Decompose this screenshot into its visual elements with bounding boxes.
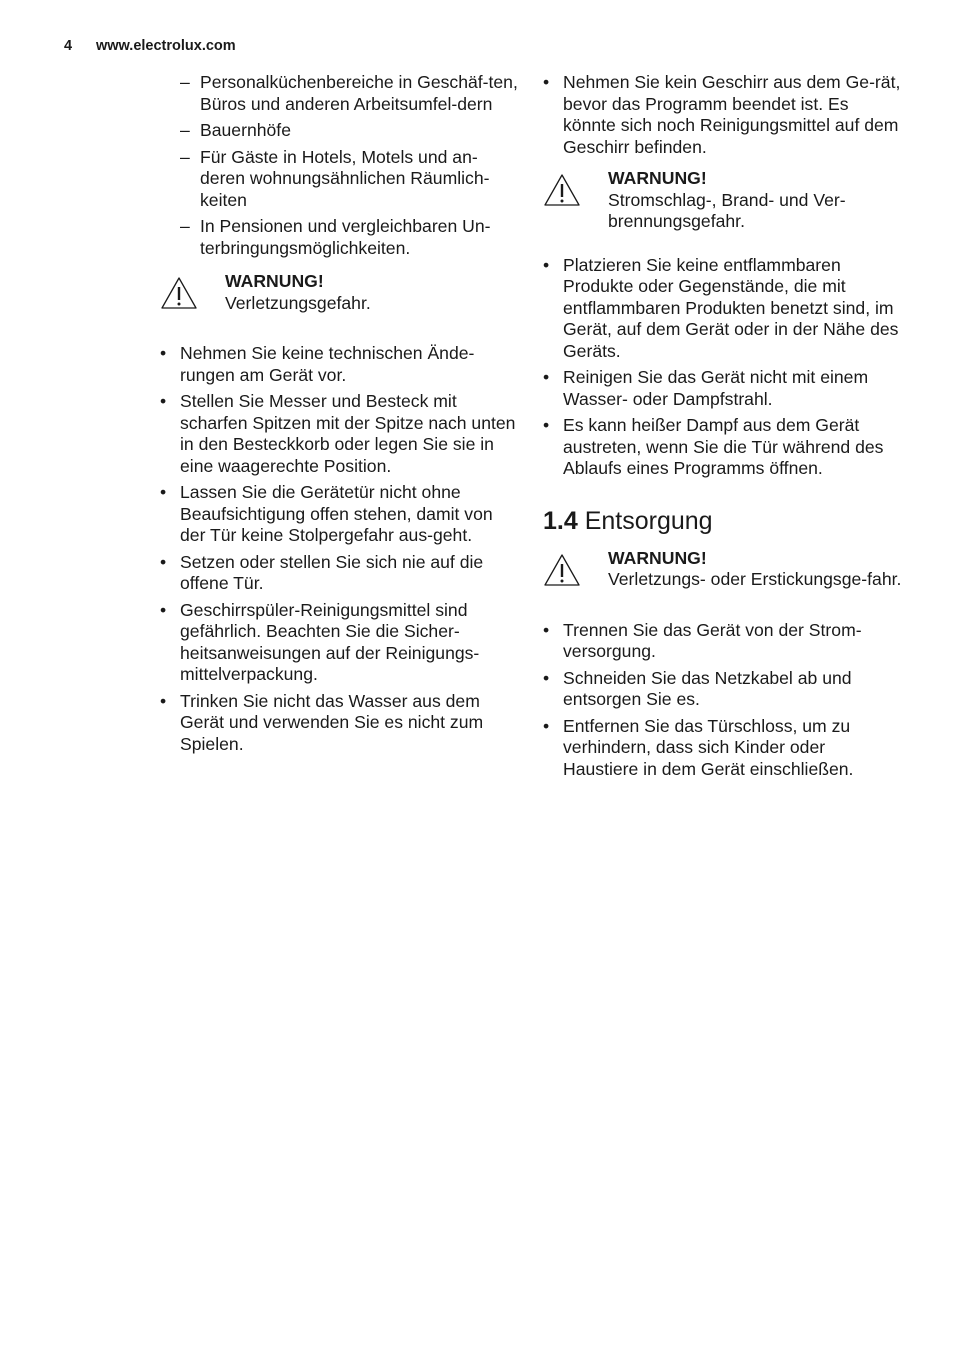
- warning-title: WARNUNG!: [608, 168, 707, 188]
- bullet-list: [160, 343, 520, 755]
- list-item: • Reinigen Sie das Gerät nicht mit einem Wasser- oder Dampfstrahl.: [543, 367, 869, 409]
- list-item: • Setzen oder stellen Sie sich nie auf die offene Tür.: [160, 551, 484, 593]
- section-title: Entsorgung: [584, 506, 713, 535]
- dash-list: [160, 72, 520, 259]
- list-item: • Entfernen Sie das Türschloss, um zu verhindern, dass sich Kinder oder Haustiere in dem Gerät einschließen.: [543, 715, 854, 779]
- list-item: • Es kann heißer Dampf aus dem Gerät austreten, wenn Sie die Tür während des Ablaufs eines Programms öffnen.: [543, 415, 884, 478]
- bullet-list: [543, 620, 903, 781]
- list-item: • Trinken Sie nicht das Wasser aus dem Gerät und verwenden Sie es nicht zum Spielen.: [160, 690, 484, 754]
- list-item: • Nehmen Sie keine technischen Ände-rungen am Gerät vor.: [160, 343, 475, 385]
- left-column: [160, 72, 520, 760]
- list-item: • Nehmen Sie kein Geschirr aus dem Ge-rät, bevor das Programm beendet ist. Es könnte sich noch Reinigungsmittel auf dem Geschirr befinden.: [543, 72, 901, 157]
- list-item: – In Pensionen und vergleichbaren Un-terbringungsmöglichkeiten.: [180, 216, 491, 258]
- page-number: 4: [64, 38, 73, 54]
- list-item: – Für Gäste in Hotels, Motels und an-deren wohnungsähnlichen Räumlich-keiten: [180, 146, 490, 210]
- list-item: • Geschirrspüler-Reinigungsmittel sind gefährlich. Beachten Sie die Sicher-heitsanweisungen auf der Reinigungs-mittelverpackung.: [160, 599, 480, 684]
- right-column: [543, 72, 903, 785]
- list-item: • Trennen Sie das Gerät von der Strom-versorgung.: [543, 619, 862, 661]
- warning-triangle-icon: [543, 173, 581, 207]
- page-header: [64, 38, 236, 54]
- warning-triangle-icon: [543, 553, 581, 587]
- warning-text: Verletzungsgefahr.: [225, 292, 371, 313]
- list-item: • Stellen Sie Messer und Besteck mit scharfen Spitzen mit der Spitze nach unten in den Besteckkorb oder legen Sie sie in eine waagerechte Position.: [160, 391, 516, 476]
- section-heading: [543, 506, 903, 536]
- bullet-list: [543, 255, 903, 480]
- list-item: • Platzieren Sie keine entflammbaren Produkte oder Gegenstände, die mit entflammbaren Produkten benetzt sind, im Gerät, auf dem Gerät oder in der Nähe des Geräts.: [543, 254, 899, 361]
- warning-box: [543, 168, 903, 233]
- warning-title: WARNUNG!: [225, 271, 324, 291]
- warning-text: Stromschlag-, Brand- und Ver-brennungsgefahr.: [608, 189, 846, 231]
- warning-text: Verletzungs- oder Erstickungsge-fahr.: [608, 569, 902, 589]
- warning-box: [543, 548, 903, 598]
- warning-box: [160, 271, 520, 321]
- site-url: www.electrolux.com: [96, 38, 236, 54]
- section-number: 1.4: [543, 506, 578, 535]
- warning-title: WARNUNG!: [608, 547, 707, 568]
- list-item: • Lassen Sie die Gerätetür nicht ohne Beaufsichtigung offen stehen, damit von der Tür keine Stolpergefahr aus-geht.: [160, 482, 493, 545]
- list-item: • Schneiden Sie das Netzkabel ab und entsorgen Sie es.: [543, 667, 852, 709]
- list-item: – Personalküchenbereiche in Geschäf-ten, Büros und anderen Arbeitsumfel-dern: [180, 72, 518, 114]
- warning-triangle-icon: [160, 276, 198, 310]
- list-item: – Bauernhöfe: [180, 120, 291, 140]
- bullet-list: [543, 72, 903, 158]
